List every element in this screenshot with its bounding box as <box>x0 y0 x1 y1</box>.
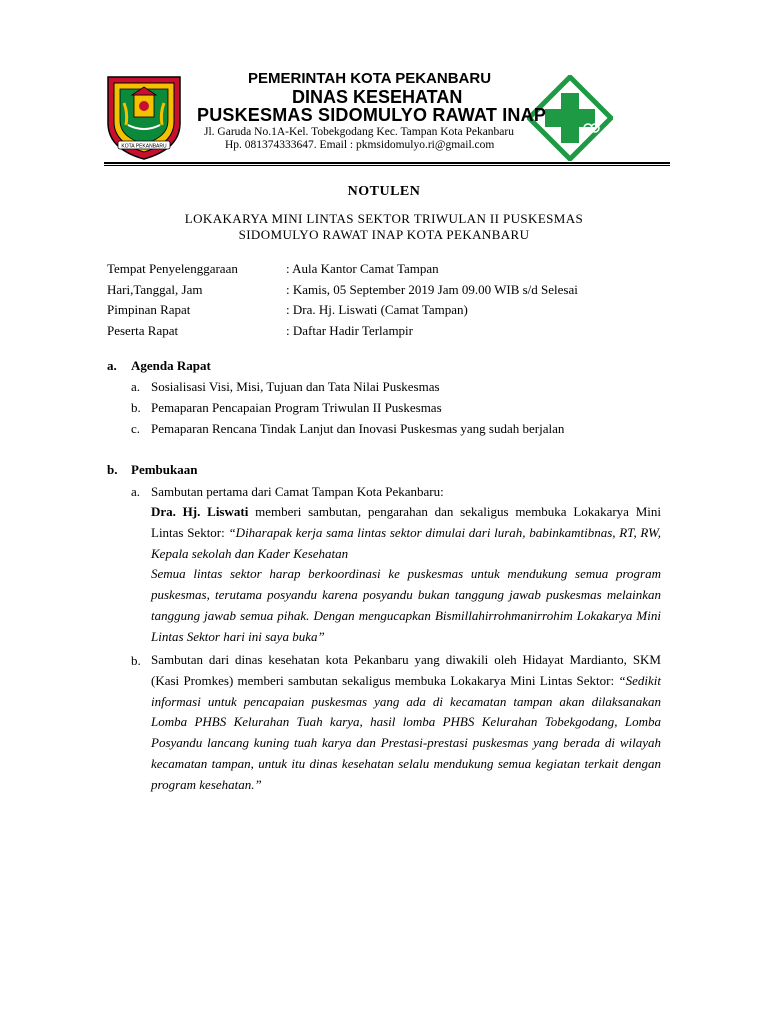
opening-item-b-marker: b. <box>131 653 141 668</box>
info-value-participants: : Daftar Hadir Terlampir <box>286 323 413 338</box>
header-contact: Hp. 081374333647. Email : pkmsidomulyo.ri@gmail.com <box>225 139 495 151</box>
agenda-item-a: Sosialisasi Visi, Misi, Tujuan dan Tata Nilai Puskesmas <box>151 379 440 394</box>
letterhead-rule-thin <box>104 165 670 166</box>
agenda-item-c-marker: c. <box>131 421 141 436</box>
info-label-chair: Pimpinan Rapat <box>107 302 191 317</box>
opening-item-a-title: Sambutan pertama dari Camat Tampan Kota Pekanbaru: <box>151 484 444 499</box>
speech-quote-part1: “Diharapak kerja sama lintas sektor dimulai dari lurah, babinkamtibnas, RT, RW, Kepala sekolah dan Kader Kesehatan <box>151 524 661 561</box>
info-value-chair: : Dra. Hj. Liswati (Camat Tampan) <box>286 302 468 317</box>
document-subtitle-line1: LOKAKARYA MINI LINTAS SEKTOR TRIWULAN II PUSKESMAS <box>184 211 584 226</box>
document-subtitle-line2: SIDOMULYO RAWAT INAP KOTA PEKANBARU <box>238 227 530 242</box>
info-label-place: Tempat Penyelenggaraan <box>107 261 238 276</box>
letterhead-rule-thick <box>104 162 670 164</box>
agenda-item-a-marker: a. <box>131 379 141 394</box>
agenda-item-b-marker: b. <box>131 400 141 415</box>
speech-intro: memberi sambutan, pengarahan dan sekaligus membuka Lokakarya Mini Lintas Sektor: <box>151 504 661 540</box>
speaker-name: Dra. Hj. Liswati <box>151 504 249 519</box>
opening-marker: b. <box>107 462 118 477</box>
info-value-date: : Kamis, 05 September 2019 Jam 09.00 WIB s/d Selesai <box>286 282 578 297</box>
kota-pekanbaru-emblem-icon <box>104 73 184 161</box>
info-value-place: : Aula Kantor Camat Tampan <box>286 261 439 276</box>
agenda-heading: Agenda Rapat <box>131 358 211 373</box>
agenda-marker: a. <box>107 358 117 373</box>
speech-b-quote: “Sedikit informasi untuk pencapaian puskesmas yang ada di kecamatan tampan akan dilaksanakan Lomba PHBS Kelurahan Tuah karya, hasil lomba PHBS Kelurahan Tobekgodang, Lomba Posyandu lancang kuning tuah karya dan Prestasi-prestasi puskesmas yang berada di wilayah kecamatan tampan, untuk itu dinas kesehatan selalu mendukung semua kegiatan terkait dengan program kesehatan.” <box>151 672 661 792</box>
emblem-ribbon-text: KOTA PEKANBARU <box>121 143 167 150</box>
header-address: Jl. Garuda No.1A-Kel. Tobekgodang Kec. Tampan Kota Pekanbaru <box>204 126 514 138</box>
speech-quote-part2: Semua lintas sektor harap berkoordinasi ke puskesmas untuk mendukung semua program puskesmas, terutama posyandu karena posyandu bukan tanggung jawab puskesmas melainkan tanggung jawab semua pihak. Dengan mengucapkan Bismillahirrohmanirrohim Lokakarya Mini Lintas Sektor hari ini saya buka” <box>151 566 661 644</box>
opening-item-a-body <box>151 502 661 648</box>
opening-heading: Pembukaan <box>131 462 198 477</box>
speech-b-intro: Sambutan dari dinas kesehatan kota Pekanbaru yang diwakili oleh Hidayat Mardianto, SKM (Kasi Promkes) memberi sambutan sekaligus membuka Lokakarya Mini Lintas Sektor: <box>151 652 661 688</box>
info-label-date: Hari,Tanggal, Jam <box>107 282 203 297</box>
agenda-item-b: Pemaparan Pencapaian Program Triwulan II Puskesmas <box>151 400 442 415</box>
header-puskesmas: PUSKESMAS SIDOMULYO RAWAT INAP <box>197 105 547 125</box>
document-title: NOTULEN <box>347 184 421 199</box>
opening-item-a-marker: a. <box>131 484 141 499</box>
header-government: PEMERINTAH KOTA PEKANBARU <box>248 70 492 87</box>
agenda-item-c: Pemaparan Rencana Tindak Lanjut dan Inovasi Puskesmas yang sudah berjalan <box>151 421 565 436</box>
info-label-participants: Peserta Rapat <box>107 323 179 338</box>
opening-item-b-body <box>151 650 661 796</box>
header-department: DINAS KESEHATAN <box>292 87 463 107</box>
